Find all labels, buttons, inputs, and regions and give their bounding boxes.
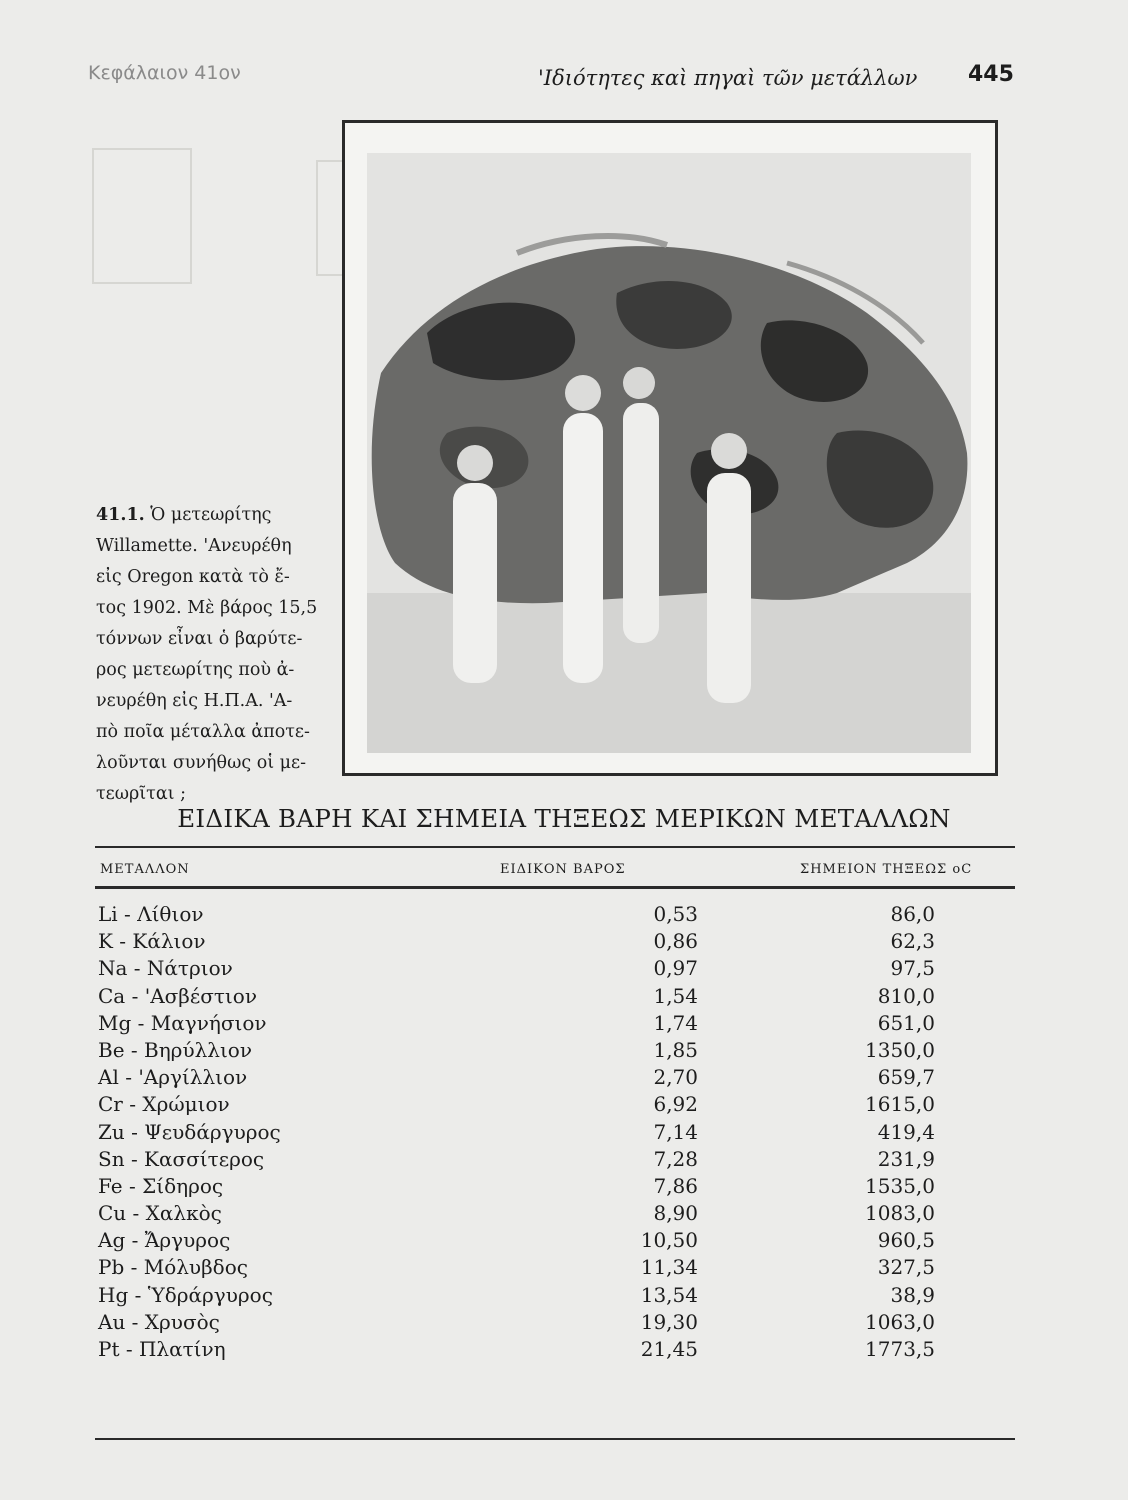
melting-point-value: 659,7 xyxy=(877,1065,935,1090)
caption-line-4: τος 1902. Μὲ βάρος 15,5 xyxy=(96,598,318,618)
melting-point-value: 1350,0 xyxy=(865,1037,935,1062)
table-body xyxy=(95,902,1015,1364)
column-header-metal: ΜΕΤΑΛΛΟΝ xyxy=(100,862,190,877)
metal-name: Pt - Πλατίνη xyxy=(98,1337,226,1361)
metal-name: Hg - Ὑδράργυρος xyxy=(98,1282,273,1307)
density-value: 0,97 xyxy=(653,956,698,981)
density-value: 8,90 xyxy=(653,1201,698,1226)
table-row xyxy=(95,1011,1015,1038)
table-row xyxy=(95,1201,1015,1228)
metal-name: Be - Βηρύλλιον xyxy=(98,1037,252,1062)
melting-point-value: 1063,0 xyxy=(865,1309,935,1334)
density-value: 2,70 xyxy=(653,1065,698,1090)
table-row xyxy=(95,1310,1015,1337)
table-top-rule xyxy=(95,846,1015,848)
showthrough-crystal-left xyxy=(92,148,192,284)
table-row xyxy=(95,1120,1015,1147)
meteorite-photo xyxy=(367,153,971,753)
caption-line-1: 41.1. Ὁ μετεωρίτης xyxy=(96,505,272,525)
caption-line-10: τεωρῖται ; xyxy=(96,784,186,804)
caption-line-8: πὸ ποῖα μέταλλα ἀποτε- xyxy=(96,722,310,742)
figure-caption xyxy=(96,500,334,810)
melting-point-value: 231,9 xyxy=(877,1146,935,1171)
melting-point-value: 810,0 xyxy=(877,983,935,1008)
density-value: 7,86 xyxy=(653,1173,698,1198)
density-value: 0,86 xyxy=(653,929,698,954)
metal-name: Ag - Ἄργυρος xyxy=(98,1228,231,1253)
table-row xyxy=(95,1174,1015,1201)
melting-point-value: 1083,0 xyxy=(865,1201,935,1226)
table-header-rule xyxy=(95,886,1015,889)
melting-point-value: 1535,0 xyxy=(865,1173,935,1198)
density-value: 11,34 xyxy=(640,1255,698,1280)
density-value: 1,74 xyxy=(653,1010,698,1035)
meteorite-photo-drawing xyxy=(367,153,971,753)
section-title: 'Ιδιότητες καὶ πηγαὶ τῶν μετάλλων xyxy=(538,66,918,90)
caption-line-2: Willamette. 'Ανευρέθη xyxy=(96,536,292,556)
melting-point-value: 1615,0 xyxy=(865,1092,935,1117)
table-row xyxy=(95,1038,1015,1065)
page-number: 445 xyxy=(968,62,1014,87)
density-value: 7,14 xyxy=(653,1119,698,1144)
melting-point-value: 86,0 xyxy=(890,902,935,926)
metal-name: Ca - 'Ασβέστιον xyxy=(98,983,257,1008)
melting-point-value: 38,9 xyxy=(890,1282,935,1307)
metal-name: Al - 'Αργίλλιον xyxy=(98,1065,248,1090)
table-row xyxy=(95,984,1015,1011)
table-row xyxy=(95,1255,1015,1282)
density-value: 19,30 xyxy=(640,1309,698,1334)
table-row xyxy=(95,902,1015,929)
metal-name: Cr - Χρώμιον xyxy=(98,1092,230,1117)
metal-name: Na - Νάτριον xyxy=(98,956,233,981)
metal-name: K - Κάλιον xyxy=(98,929,206,954)
melting-point-value: 1773,5 xyxy=(865,1337,935,1361)
density-value: 13,54 xyxy=(640,1282,698,1307)
density-value: 10,50 xyxy=(640,1228,698,1253)
figure-number: 41.1. xyxy=(96,505,145,525)
caption-line-5: τόννων εἶναι ὁ βαρύτε- xyxy=(96,629,303,649)
table-row xyxy=(95,956,1015,983)
table-row xyxy=(95,1283,1015,1310)
melting-point-value: 62,3 xyxy=(890,929,935,954)
column-header-melting-point: ΣΗΜΕΙΟΝ ΤΗΞΕΩΣ οC xyxy=(800,862,973,877)
table-row xyxy=(95,929,1015,956)
melting-point-value: 97,5 xyxy=(890,956,935,981)
density-value: 6,92 xyxy=(653,1092,698,1117)
table-row xyxy=(95,1147,1015,1174)
caption-line-6: ρος μετεωρίτης ποὺ ἀ- xyxy=(96,660,295,680)
table-row xyxy=(95,1092,1015,1119)
caption-line-3: εἰς Oregon κατὰ τὸ ἔ- xyxy=(96,567,290,587)
chapter-heading: Κεφάλαιον 41ον xyxy=(88,62,241,84)
density-value: 0,53 xyxy=(653,902,698,926)
density-value: 7,28 xyxy=(653,1146,698,1171)
meteorite-photo-frame xyxy=(342,120,998,776)
density-value: 21,45 xyxy=(640,1337,698,1361)
melting-point-value: 651,0 xyxy=(877,1010,935,1035)
metal-name: Mg - Μαγνήσιον xyxy=(98,1010,267,1035)
table-row xyxy=(95,1065,1015,1092)
table-row xyxy=(95,1337,1015,1364)
table-bottom-rule xyxy=(95,1438,1015,1440)
density-value: 1,54 xyxy=(653,983,698,1008)
metal-name: Cu - Χαλκὸς xyxy=(98,1201,222,1226)
metal-name: Sn - Κασσίτερος xyxy=(98,1146,265,1171)
caption-line-7: νευρέθη εἰς Η.Π.Α. 'Α- xyxy=(96,691,293,711)
metal-name: Li - Λίθιον xyxy=(98,902,204,926)
metal-name: Pb - Μόλυβδος xyxy=(98,1255,248,1280)
metal-name: Zu - Ψευδάργυρος xyxy=(98,1119,281,1144)
metal-name: Fe - Σίδηρος xyxy=(98,1173,224,1198)
metal-name: Au - Χρυσὸς xyxy=(98,1309,220,1334)
melting-point-value: 960,5 xyxy=(877,1228,935,1253)
column-header-density: ΕΙΔΙΚΟΝ ΒΑΡΟΣ xyxy=(500,862,626,877)
table-title: ΕΙΔΙΚΑ ΒΑΡΗ ΚΑΙ ΣΗΜΕΙΑ ΤΗΞΕΩΣ ΜΕΡΙΚΩΝ ΜΕΤΑΛΛΩΝ xyxy=(177,804,951,833)
melting-point-value: 327,5 xyxy=(877,1255,935,1280)
caption-line-9: λοῦνται συνήθως οἱ με- xyxy=(96,753,307,773)
density-value: 1,85 xyxy=(653,1037,698,1062)
melting-point-value: 419,4 xyxy=(877,1119,935,1144)
table-row xyxy=(95,1228,1015,1255)
